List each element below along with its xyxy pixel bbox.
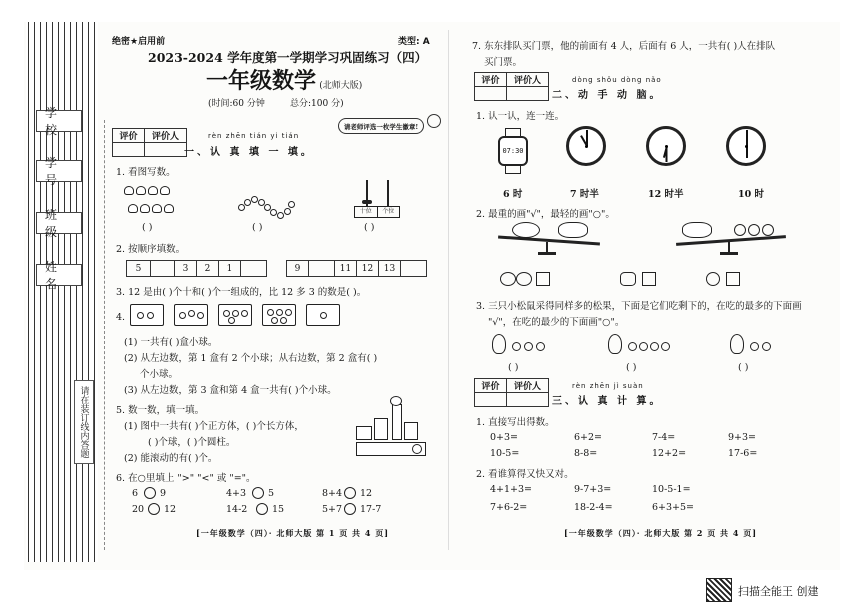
calc-item: 6+3+5=	[652, 502, 695, 513]
clock-3-icon	[726, 126, 766, 166]
binding-line-note: 请在装订线内答题	[74, 380, 94, 464]
seq2-cell[interactable]	[309, 261, 335, 277]
seq1-cell: 3	[175, 261, 197, 277]
compare-circle[interactable]	[148, 503, 160, 515]
seq1-cell[interactable]	[151, 261, 175, 277]
compare-circle[interactable]	[252, 487, 264, 499]
name-field: 姓名	[36, 264, 82, 286]
exam-edition: (北师大版)	[319, 81, 363, 91]
q1-prompt: 1. 看图写数。	[116, 167, 176, 178]
seq1-cell: 1	[219, 261, 241, 277]
q4b-continued: 个小球。	[140, 369, 179, 380]
digital-watch-icon	[498, 128, 528, 174]
seq2-cell: 9	[287, 261, 309, 277]
page-fold	[448, 30, 449, 550]
student-number-field: 学号	[36, 160, 82, 182]
calc-item: 0+3=	[490, 432, 519, 443]
calc-item: 12+2=	[652, 448, 687, 459]
type-label: 类型: A	[398, 37, 430, 47]
calc-item: 10-5-1=	[652, 484, 691, 495]
calc-item: 10-5=	[490, 448, 520, 459]
smiley-icon	[427, 114, 441, 128]
q2-prompt: 2. 按顺序填数。	[116, 244, 186, 255]
section3-score-table: 评价 评价人	[474, 378, 549, 407]
balance-scale-2	[672, 222, 792, 256]
q1-answer-3[interactable]: ( )	[364, 222, 375, 233]
exam-subtitle: 2023-2024 学年度第一学期学习巩固练习（四）	[148, 50, 428, 65]
answer-box-cabbage[interactable]	[642, 272, 656, 286]
r3-continued: "√"，在吃的最少的下面画"○"。	[488, 317, 625, 328]
r1-prompt: 1. 认一认，连一连。	[476, 111, 565, 122]
q2-sequence-1	[126, 260, 267, 277]
q5b: (2) 能滚动的有( )个。	[124, 453, 218, 464]
q4c: (3) 从左边数，第 3 盒和第 4 盒一共有( )个小球。	[124, 385, 337, 396]
section2-pinyin: dòng shǒu dòng nǎo	[572, 76, 662, 84]
calc-item: 7+6-2=	[490, 502, 528, 513]
q4-label: 4.	[116, 312, 126, 323]
q5a-continued: ( )个球，( )个圆柱。	[148, 437, 236, 448]
q3-prompt: 3. 12 是由( )个十和( )个一组成的，比 12 多 3 的数是( )。	[116, 287, 367, 298]
footer-left: [一年级数学（四）· 北师大版 第 1 页 共 4 页]	[196, 528, 389, 538]
exam-score: 总分:100 分)	[290, 99, 344, 109]
q7-prompt: 7. 东东排队买门票，他的前面有 4 人，后面有 6 人，一共有( )人在排队	[472, 41, 776, 52]
teacher-badge-stamp: 请老师评选一枚学生徽章!	[338, 118, 424, 134]
watch-display: 07:30	[498, 136, 528, 166]
class-field: 班级	[36, 212, 82, 234]
balance-scale-1	[494, 222, 604, 256]
q4b: (2) 从左边数，第 1 盒有 2 个小球；从右边数，第 2 盒有( )	[124, 353, 378, 364]
section3-pinyin: rèn zhēn jì suàn	[572, 382, 644, 390]
seq1-cell: 5	[127, 261, 151, 277]
clock-label-1: 6 时	[503, 189, 523, 200]
compare-circle[interactable]	[344, 503, 356, 515]
r2-prompt: 2. 最重的画"√"，最轻的画"○"。	[476, 209, 615, 220]
exam-time: (时间:60 分钟	[208, 99, 265, 109]
q4-boxes	[130, 300, 340, 330]
q6-prompt: 6. 在○里填上 ">" "<" 或 "="。	[116, 473, 256, 484]
q2-sequence-2	[286, 260, 427, 277]
score-col1: 评价	[113, 129, 145, 143]
binding-dash-line	[104, 120, 105, 550]
q7-continued: 买门票。	[484, 57, 523, 68]
squirrel-3-icon	[730, 332, 790, 358]
seq2-cell: 13	[379, 261, 401, 277]
section1-pinyin: rèn zhēn tián yi tián	[208, 132, 300, 140]
seq2-cell[interactable]	[401, 261, 427, 277]
q1-beads	[238, 196, 298, 218]
answer-box-pumpkin[interactable]	[536, 272, 550, 286]
compare-circle[interactable]	[256, 503, 268, 515]
section1-title: 一、认 真 填 一 填。	[184, 147, 314, 158]
r3-answer-2[interactable]: ( )	[626, 362, 637, 373]
abacus-tens-label: 十位	[355, 207, 378, 217]
calc-item: 9-7+3=	[574, 484, 612, 495]
seq1-cell: 2	[197, 261, 219, 277]
answer-box-tomato[interactable]	[726, 272, 740, 286]
q4a: (1) 一共有( )盒小球。	[124, 337, 218, 348]
scanner-watermark: 扫描全能王 创建	[738, 585, 819, 598]
calc-item: 9+3=	[728, 432, 757, 443]
c2-prompt: 2. 看谁算得又快又对。	[476, 469, 574, 480]
section3-title: 三、认 真 计 算。	[552, 396, 663, 407]
exam-title	[206, 64, 362, 95]
q5-shapes-figure	[352, 400, 436, 464]
r2-answer-row	[500, 270, 830, 290]
clock-label-2: 7 时半	[570, 189, 599, 200]
seq1-cell[interactable]	[241, 261, 267, 277]
squirrel-1-icon	[492, 332, 568, 358]
calc-item: 4+1+3=	[490, 484, 533, 495]
c1-prompt: 1. 直接写出得数。	[476, 417, 555, 428]
school-field: 学校	[36, 110, 82, 132]
q1-mushrooms	[124, 182, 184, 222]
binding-strip	[26, 22, 98, 562]
calc-item: 7-4=	[652, 432, 676, 443]
calc-item: 8-8=	[574, 448, 598, 459]
abacus-ones-label: 个位	[382, 208, 395, 215]
q5-prompt: 5. 数一数，填一填。	[116, 405, 205, 416]
exam-title-main: 一年级数学	[206, 69, 317, 94]
r3-answer-1[interactable]: ( )	[508, 362, 519, 373]
q1-abacus	[354, 180, 400, 218]
seq2-cell: 12	[357, 261, 379, 277]
q1-answer-2[interactable]: ( )	[252, 222, 263, 233]
confidential-label: 绝密★启用前	[112, 37, 166, 47]
section2-score-table: 评价 评价人	[474, 72, 549, 101]
clock-label-3: 12 时半	[648, 189, 684, 200]
compare-circle[interactable]	[144, 487, 156, 499]
section2-title: 二、动 手 动 脑。	[552, 90, 663, 101]
clock-label-4: 10 时	[738, 189, 765, 200]
footer-right: [一年级数学（四）· 北师大版 第 2 页 共 4 页]	[564, 528, 757, 538]
q1-answer-1[interactable]: ( )	[142, 222, 153, 233]
squirrel-2-icon	[608, 332, 694, 358]
qr-code-icon	[706, 578, 732, 602]
calc-item: 17-6=	[728, 448, 758, 459]
clock-2-icon	[646, 126, 686, 166]
clock-1-icon	[566, 126, 606, 166]
calc-item: 18-2-4=	[574, 502, 613, 513]
compare-circle[interactable]	[344, 487, 356, 499]
section1-score-table	[112, 128, 187, 157]
r3-prompt: 3. 三只小松鼠采得同样多的松果，下面是它们吃剩下的，在吃的最多的下面画	[476, 301, 802, 312]
score-col2: 评价人	[145, 129, 187, 143]
calc-item: 6+2=	[574, 432, 603, 443]
q5a: (1) 图中一共有( )个正方体，( )个长方体，	[124, 421, 304, 432]
r3-answer-3[interactable]: ( )	[738, 362, 749, 373]
seq2-cell: 11	[335, 261, 357, 277]
